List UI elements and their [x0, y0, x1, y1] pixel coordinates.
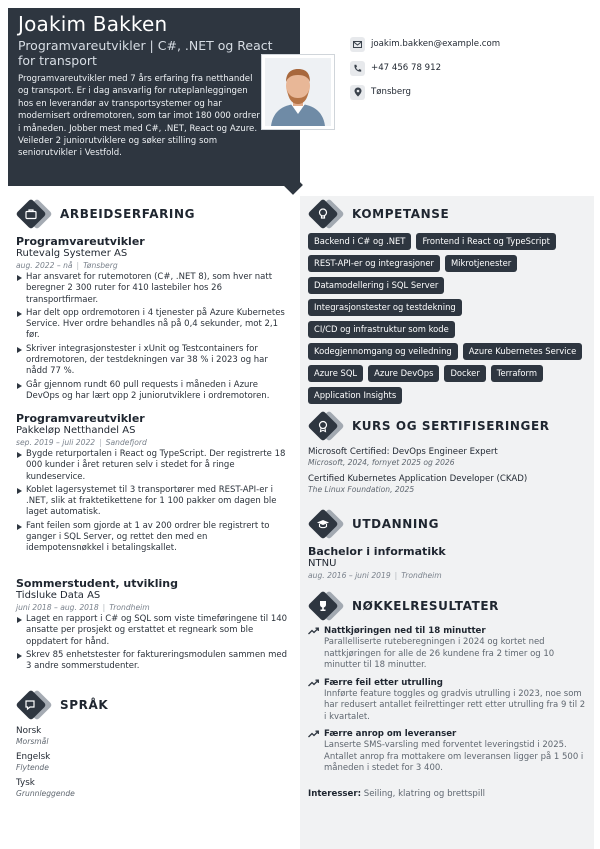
location-pin-icon — [350, 85, 365, 100]
languages-list — [16, 726, 75, 804]
job-company: Pakkeløp Netthandel AS — [16, 425, 136, 436]
language-item — [16, 726, 75, 747]
trend-up-icon — [308, 730, 319, 738]
education-entry — [308, 545, 588, 581]
skill-chip: Azure DevOps — [368, 365, 439, 382]
language-icon — [16, 690, 46, 720]
skill-chip: Docker — [444, 365, 485, 382]
education-degree: Bachelor i informatikk — [308, 545, 446, 558]
skill-chip: Azure SQL — [308, 365, 363, 382]
job-entry — [16, 577, 288, 674]
certificate-icon — [308, 411, 338, 441]
graduation-cap-icon — [308, 509, 338, 539]
course-name: Microsoft Certified: DevOps Engineer Expert — [308, 447, 498, 457]
job-bullet: Skriver integrasjonstester i xUnit og Testcontainers for ordremotoren, der testdekningen var 38 % i 2023 og har nådd 77 %. — [16, 344, 288, 378]
contact-location-row — [350, 80, 500, 104]
results-section-header — [308, 591, 499, 621]
languages-section-header — [16, 690, 108, 720]
skill-chip: REST-API-er og integrasjoner — [308, 255, 440, 272]
skill-chip: Application Insights — [308, 387, 402, 404]
job-bullet: Fant feilen som gjorde at 1 av 200 ordrer ble registrert to ganger i SQL Server, og rettet den med en idempotensnøkkel i betalingskallet. — [16, 521, 288, 555]
courses-section-header — [308, 411, 550, 441]
job-title: Sommerstudent, utvikling — [16, 577, 178, 590]
course-item — [308, 474, 588, 495]
job-bullet: Koblet lagersystemet til 3 transportører med REST-API-er i .NET, slik at fraktetikettene for 1 100 pakker om dagen ble laget automatisk. — [16, 485, 288, 519]
job-meta: aug. 2022 – nå | Tønsberg — [16, 261, 118, 270]
trend-up-icon — [308, 627, 319, 635]
result-item — [308, 729, 588, 775]
contact-phone[interactable]: +47 456 78 912 — [371, 63, 442, 73]
job-entry — [16, 412, 288, 557]
results-title: NØKKELRESULTATER — [352, 599, 500, 613]
course-meta: The Linux Foundation, 2025 — [308, 485, 415, 494]
education-meta: aug. 2016 – juni 2019 | Trondheim — [308, 571, 442, 580]
languages-title: SPRÅK — [60, 698, 109, 712]
result-title: Nattkjøringen ned til 18 minutter — [324, 626, 486, 636]
skill-chip: Integrasjonstester og testdekning — [308, 299, 462, 316]
person-name: Joakim Bakken — [18, 12, 168, 36]
headline: Programvareutvikler | C#, .NET og React for transport — [18, 38, 273, 68]
language-name: Engelsk — [16, 752, 51, 762]
courses-title: KURS OG SERTIFISERINGER — [352, 419, 550, 433]
job-bullets — [16, 449, 288, 555]
job-company: Rutevalg Systemer AS — [16, 248, 128, 259]
experience-title: ARBEIDSERFARING — [60, 207, 196, 221]
job-bullet: Har delt opp ordremotoren i 4 tjenester på Azure Kubernetes Service. Hver ordre behandles nå på 0,4 sekunder, mot 2,1 før. — [16, 308, 288, 342]
language-level: Flytende — [16, 763, 49, 772]
job-bullet: Bygde returportalen i React og TypeScript. Der registrerte 18 000 kunder i året returen selv i stedet for å ringe kundeservice. — [16, 449, 288, 483]
language-level: Grunnleggende — [16, 789, 75, 798]
language-item — [16, 752, 75, 773]
skills-list — [308, 233, 590, 409]
job-bullet: Går gjennom rundt 60 pull requests i måneden i Azure DevOps og har lært opp 2 juniorutviklere i ordremotoren. — [16, 380, 288, 403]
result-title: Færre anrop om leveranser — [324, 729, 457, 739]
interests — [308, 789, 485, 799]
result-text: Parallelliserte ruteberegningen i 2024 og kortet ned nattkjøringen for alle de 26 kundene fra 2 timer og 10 minutter til 18 minutter. — [324, 637, 555, 670]
course-item — [308, 447, 588, 468]
trend-up-icon — [308, 679, 319, 687]
skill-chip: Azure Kubernetes Service — [463, 343, 583, 360]
course-meta: Microsoft, 2024, fornyet 2025 og 2026 — [308, 458, 455, 467]
contact-email-row — [350, 32, 500, 56]
trophy-icon — [308, 591, 338, 621]
profile-photo — [262, 55, 334, 129]
education-title: UTDANNING — [352, 517, 440, 531]
result-text: Lanserte SMS-varsling med forventet leveringstid i 2025. Antallet anrop fra mottakere om leveransen ligger på 1 500 i måneden i stedet for 3 400. — [324, 740, 584, 773]
skill-chip: Frontend i React og TypeScript — [416, 233, 556, 250]
contact-info — [350, 32, 500, 104]
experience-section-header — [16, 199, 195, 229]
language-name: Tysk — [16, 778, 35, 788]
job-bullets — [16, 272, 288, 402]
language-level: Morsmål — [16, 737, 49, 746]
education-school: NTNU — [308, 558, 337, 569]
briefcase-icon — [16, 199, 46, 229]
skill-chip: Datamodellering i SQL Server — [308, 277, 444, 294]
result-item — [308, 678, 588, 724]
mail-icon — [350, 37, 365, 52]
job-bullet: Har ansvaret for rutemotoren (C#, .NET 8), som hver natt beregner 2 300 ruter for 410 lastebiler hos 26 transportfirmaer. — [16, 272, 288, 306]
language-item — [16, 778, 75, 799]
job-entry — [16, 235, 288, 404]
contact-location: Tønsberg — [371, 87, 412, 97]
job-title: Programvareutvikler — [16, 235, 145, 248]
skill-chip: Terraform — [491, 365, 543, 382]
contact-phone-row — [350, 56, 500, 80]
job-company: Tidsluke Data AS — [16, 590, 101, 601]
phone-icon — [350, 61, 365, 76]
courses-list — [308, 447, 588, 501]
contact-email[interactable]: joakim.bakken@example.com — [371, 39, 501, 49]
skill-chip: Kodegjennomgang og veiledning — [308, 343, 458, 360]
result-item — [308, 626, 588, 672]
education-section-header — [308, 509, 439, 539]
skill-chip: Backend i C# og .NET — [308, 233, 411, 250]
profile-header — [8, 8, 300, 186]
skills-section-header — [308, 199, 449, 229]
course-name: Certified Kubernetes Application Developer (CKAD) — [308, 474, 528, 484]
lightbulb-icon — [308, 199, 338, 229]
skill-chip: CI/CD og infrastruktur som kode — [308, 321, 455, 338]
skills-title: KOMPETANSE — [352, 207, 450, 221]
language-name: Norsk — [16, 726, 42, 736]
result-text: Innførte feature toggles og gradvis utrulling i 2023, noe som har redusert antallet feilrettinger rett etter utrulling fra 9 til 2 i kvartalet. — [324, 688, 586, 722]
job-bullet: Skrev 85 enhetstester for faktureringsmodulen sammen med 3 andre sommerstudenter. — [16, 650, 288, 673]
job-meta: sep. 2019 – juli 2022 | Sandefjord — [16, 438, 147, 447]
job-bullets — [16, 614, 288, 672]
job-meta: juni 2018 – aug. 2018 | Trondheim — [16, 603, 150, 612]
interests-label: Interesser: — [308, 789, 362, 799]
skill-chip: Mikrotjenester — [445, 255, 517, 272]
job-title: Programvareutvikler — [16, 412, 145, 425]
interests-text: Seiling, klatring og brettspill — [363, 789, 485, 799]
result-title: Færre feil etter utrulling — [324, 677, 443, 688]
profile-summary: Programvareutvikler med 7 års erfaring fra netthandel og transport. Er i dag ansvarlig for ruteplanleggingen hos en leverandør av transportsystemer og har modernisert ordremotoren, som tar imot 180 000 ordrer i måneden. Jobber mest med C#, .NET, React og Azure. Veileder 2 juniorutviklere og søker stilling som seniorutvikler i Vestfold. — [18, 74, 260, 159]
results-list — [308, 626, 588, 781]
job-bullet: Laget en rapport i C# og SQL som viste timeføringene til 140 ansatte per prosjekt og erstattet et regneark som ble oppdatert for hånd. — [16, 614, 288, 648]
